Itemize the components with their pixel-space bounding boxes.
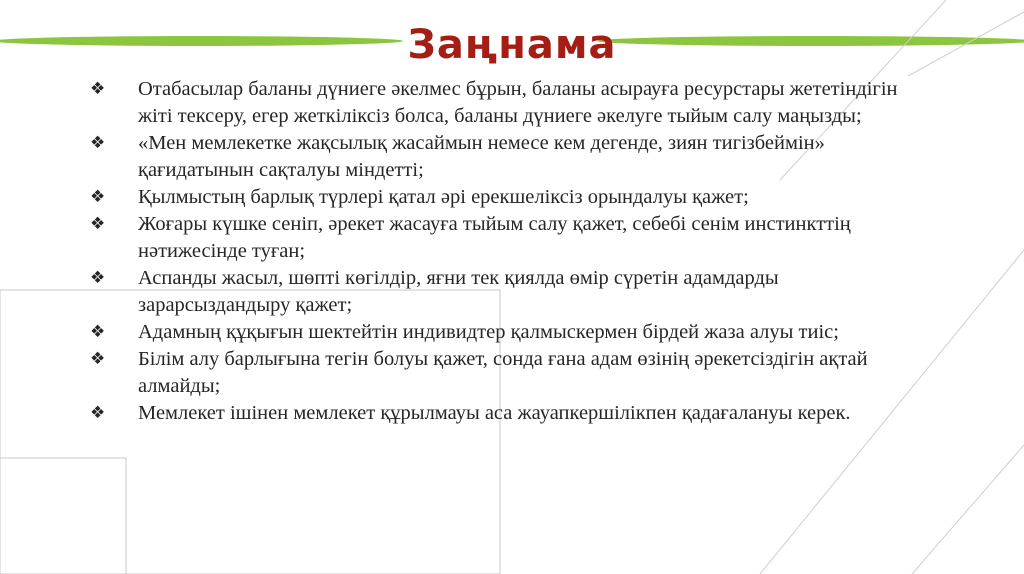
list-item: [86, 319, 936, 346]
diamond-bullet-icon: ❖: [90, 403, 106, 423]
list-item: [86, 265, 936, 319]
bullet-text: Білім алу барлығына тегін болуы қажет, сонда ғана адам өзінің әрекетсіздігін ақтай алмайды;: [138, 348, 868, 397]
bullet-text: Отабасылар баланы дүниеге әкелмес бұрын, баланы асырауға ресурстары жететіндігін жіті тексеру, егер жеткіліксіз болса, баланы дүниеге әкелуге тыйым салу маңызды;: [138, 78, 898, 127]
list-item: [86, 400, 936, 427]
list-item: [86, 211, 936, 265]
diamond-bullet-icon: ❖: [90, 268, 106, 288]
diamond-bullet-icon: ❖: [90, 322, 106, 342]
diamond-bullet-icon: ❖: [90, 133, 106, 153]
bullet-text: Аспанды жасыл, шөпті көгілдір, яғни тек қиялда өмір сүретін адамдарды зарарсыздандыру қажет;: [138, 267, 779, 316]
bullet-text: Қылмыстың барлық түрлері қатал әрі ерекшеліксіз орындалуы қажет;: [138, 186, 749, 208]
diamond-bullet-icon: ❖: [90, 214, 106, 234]
diamond-bullet-icon: ❖: [90, 187, 106, 207]
frame-rect-inner: [0, 458, 126, 574]
list-item: [86, 184, 936, 211]
bullet-list: [86, 76, 936, 427]
bullet-text: Мемлекет ішінен мемлекет құрылмауы аса жауапкершілікпен қадағалануы керек.: [138, 402, 851, 424]
list-item: [86, 76, 936, 130]
bullet-text: Адамның құқығын шектейтін индивидтер қалмыскермен бірдей жаза алуы тиіс;: [138, 321, 839, 343]
bullet-text: «Мен мемлекетке жақсылық жасаймын немесе кем дегенде, зиян тигізбеймін» қағидатынын сақталуы міндетті;: [138, 132, 825, 181]
list-item: [86, 130, 936, 184]
diamond-bullet-icon: ❖: [90, 349, 106, 369]
diagonal-line-c: [912, 445, 1024, 574]
slide-title: Заңнама: [407, 22, 617, 68]
list-item: [86, 346, 936, 400]
diamond-bullet-icon: ❖: [90, 79, 106, 99]
bullet-text: Жоғары күшке сеніп, әрекет жасауға тыйым салу қажет, себебі сенім инстинкттің нәтижесінде туған;: [138, 213, 851, 262]
